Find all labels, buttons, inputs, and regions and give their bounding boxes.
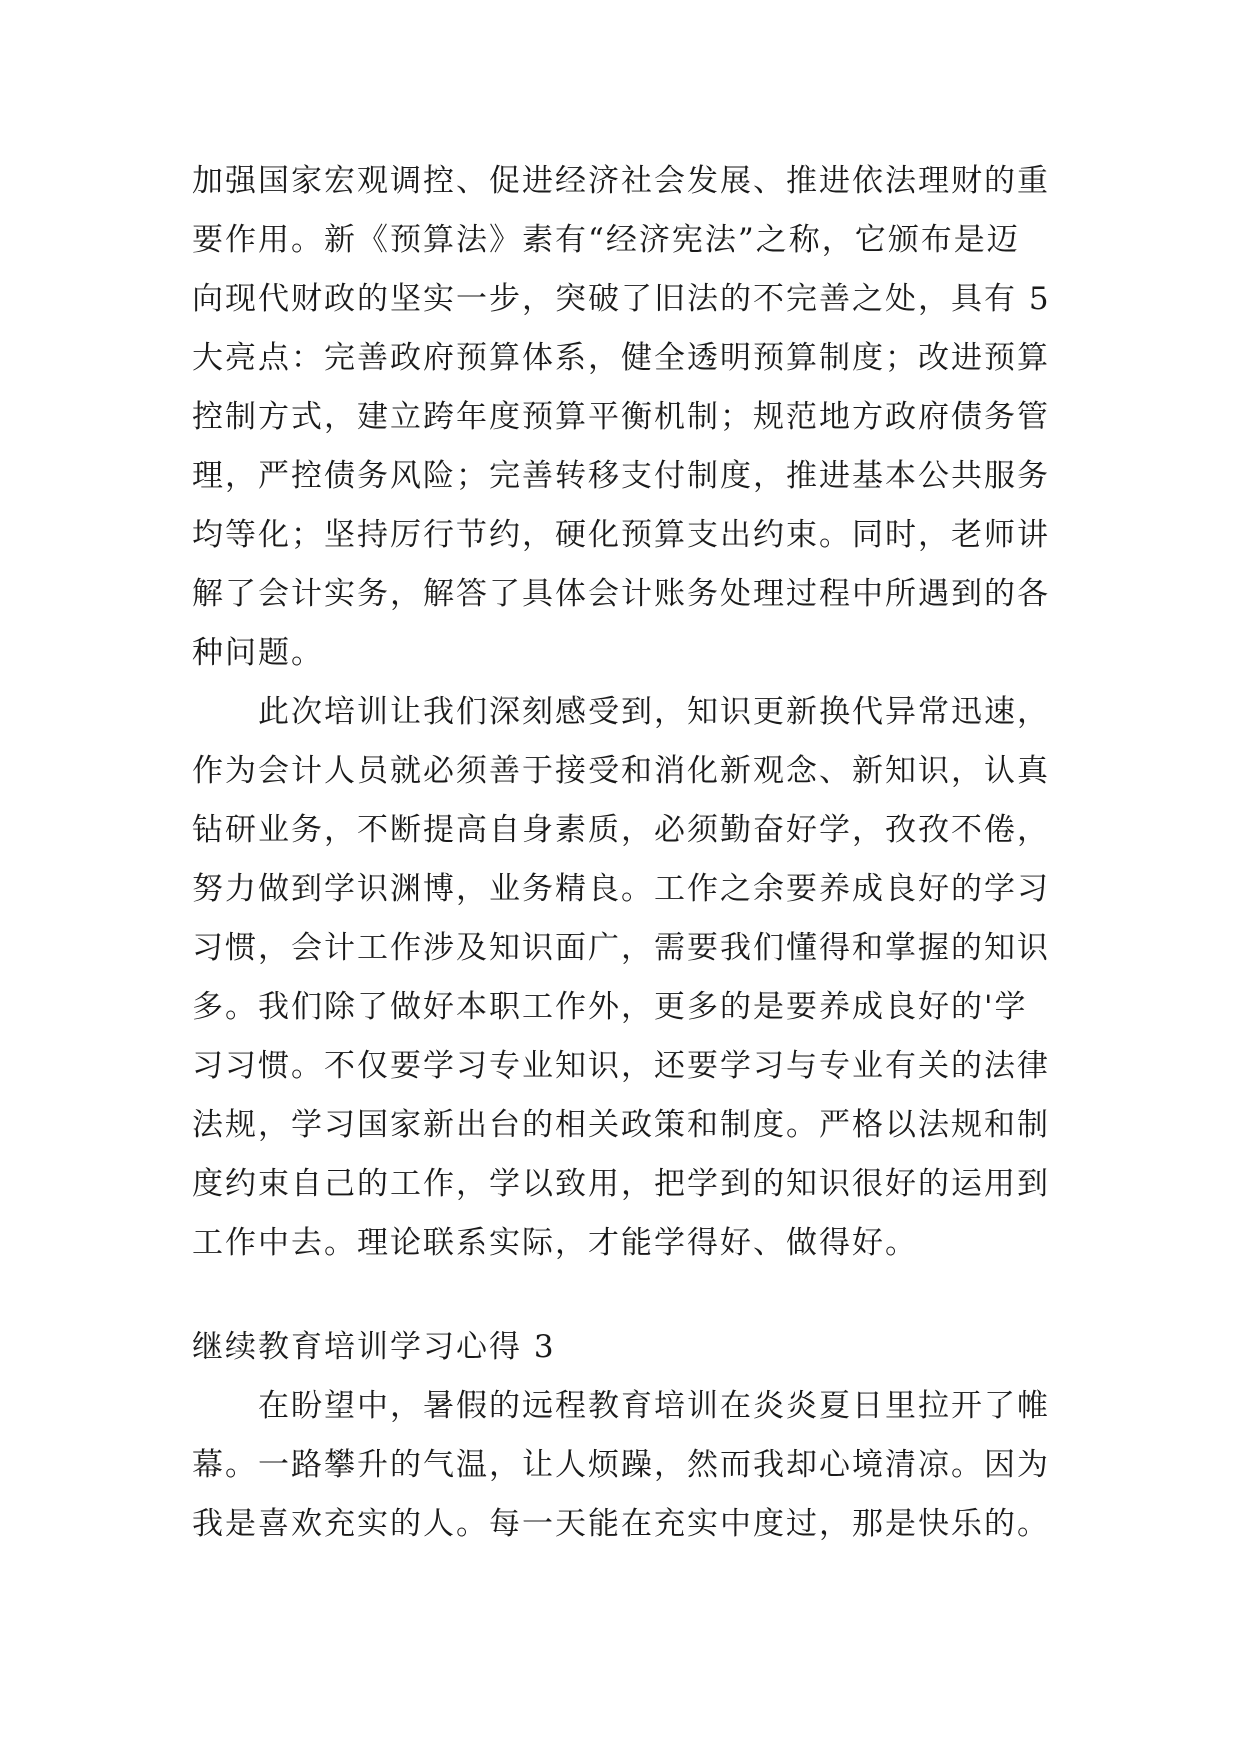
paragraph-line: 工作中去。理论联系实际，才能学得好、做得好。 — [192, 1225, 918, 1261]
paragraph-line: 解了会计实务，解答了具体会计账务处理过程中所遇到的各 — [192, 576, 1050, 612]
paragraph-line: 种问题。 — [192, 635, 324, 671]
paragraph-line: 理，严控债务风险；完善转移支付制度，推进基本公共服务 — [192, 458, 1050, 494]
section-heading-block — [192, 1318, 1072, 1377]
paragraph-line: 此次培训让我们深刻感受到，知识更新换代异常迅速， — [258, 694, 1050, 730]
paragraph-line: 度约束自己的工作，学以致用，把学到的知识很好的运用到 — [192, 1166, 1050, 1202]
paragraph-line: 习习惯。不仅要学习专业知识，还要学习与专业有关的法律 — [192, 1048, 1050, 1084]
paragraph-line: 习惯，会计工作涉及知识面广，需要我们懂得和掌握的知识 — [192, 930, 1050, 966]
paragraph-line: 法规，学习国家新出台的相关政策和制度。严格以法规和制 — [192, 1107, 1050, 1143]
paragraph-training-reflection — [192, 683, 1072, 1273]
paragraph-line: 要作用。新《预算法》素有“经济宪法”之称，它颁布是迈 — [192, 222, 1020, 258]
paragraph-line: 控制方式，建立跨年度预算平衡机制；规范地方政府债务管 — [192, 399, 1050, 435]
paragraph-line: 加强国家宏观调控、促进经济社会发展、推进依法理财的重 — [192, 163, 1050, 199]
paragraph-line: 大亮点：完善政府预算体系，健全透明预算制度；改进预算 — [192, 340, 1050, 376]
paragraph-line: 我是喜欢充实的人。每一天能在充实中度过，那是快乐的。 — [192, 1506, 1050, 1542]
paragraph-line: 多。我们除了做好本职工作外，更多的是要养成良好的'学 — [192, 989, 1028, 1025]
paragraph-line: 钻研业务，不断提高自身素质，必须勤奋好学，孜孜不倦， — [192, 812, 1050, 848]
paragraph-line: 努力做到学识渊博，业务精良。工作之余要养成良好的学习 — [192, 871, 1050, 907]
paragraph-line: 向现代财政的坚实一步，突破了旧法的不完善之处，具有 5 — [192, 281, 1051, 317]
paragraph-budget-law — [192, 152, 1072, 683]
paragraph-summer-training — [192, 1377, 1072, 1554]
paragraph-line: 作为会计人员就必须善于接受和消化新观念、新知识，认真 — [192, 753, 1050, 789]
paragraph-line: 在盼望中，暑假的远程教育培训在炎炎夏日里拉开了帷 — [258, 1388, 1050, 1424]
paragraph-line: 均等化；坚持厉行节约，硬化预算支出约束。同时，老师讲 — [192, 517, 1050, 553]
paragraph-line: 幕。一路攀升的气温，让人烦躁，然而我却心境清凉。因为 — [192, 1447, 1050, 1483]
section-heading: 继续教育培训学习心得 3 — [192, 1329, 556, 1365]
